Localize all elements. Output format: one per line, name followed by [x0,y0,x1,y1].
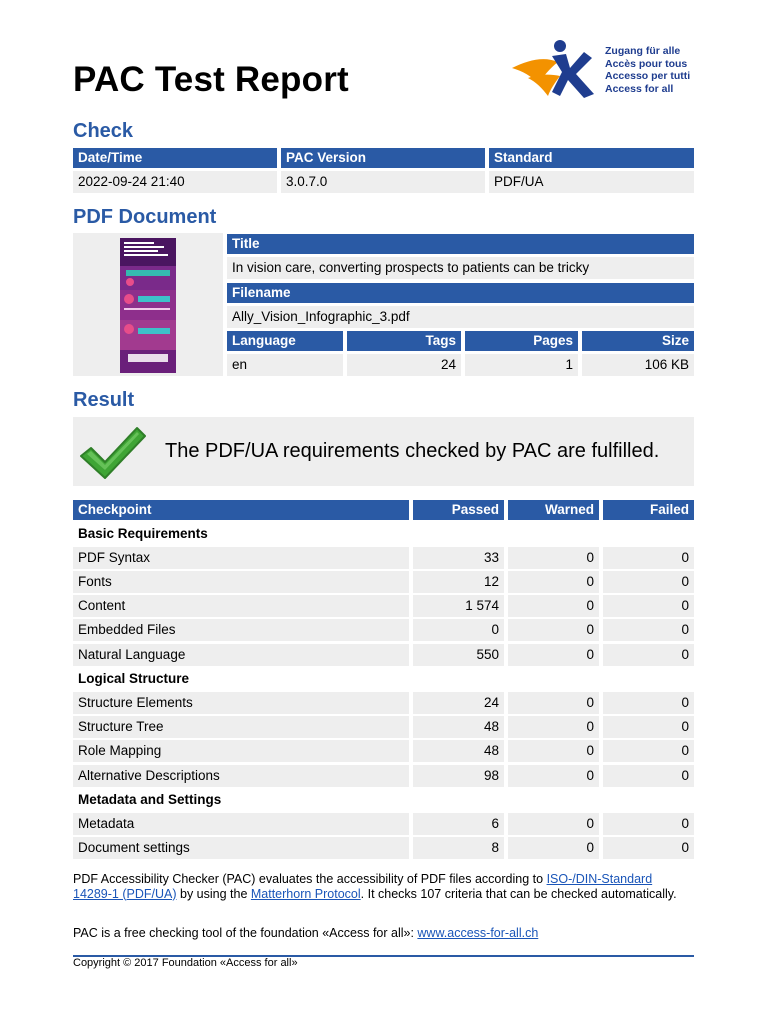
logo-line: Zugang für alle [605,45,681,57]
meta-value-tags: 24 [347,354,461,376]
footer-text: by using the [176,886,251,901]
checkpoint-passed: 33 [413,547,504,569]
document-title-value: In vision care, converting prospects to patients can be tricky [227,257,694,279]
check-header-standard: Standard [489,148,694,168]
checkpoint-warned: 0 [508,765,599,787]
footer-text: PDF Accessibility Checker (PAC) evaluates the accessibility of PDF files according to [73,872,547,886]
checkpoint-warned: 0 [508,837,599,859]
checkpoint-passed: 24 [413,692,504,714]
checkpoint-warned: 0 [508,716,599,738]
result-box [73,417,694,486]
meta-value-language: en [227,354,343,376]
document-filename-value: Ally_Vision_Infographic_3.pdf [227,306,694,328]
checkpoint-header-warned: Warned [508,500,599,520]
checkpoint-failed: 0 [603,765,694,787]
document-filename-label: Filename [227,283,694,303]
checkpoint-name: Embedded Files [73,619,409,641]
checkpoint-name: Structure Tree [73,716,409,738]
meta-value-size: 106 KB [582,354,694,376]
document-title-label: Title [227,234,694,254]
checkpoint-failed: 0 [603,644,694,666]
checkpoint-warned: 0 [508,619,599,641]
checkpoint-group-basic-requirements: Basic Requirements [78,526,208,541]
checkpoint-warned: 0 [508,547,599,569]
checkpoint-passed: 0 [413,619,504,641]
footer-text: PAC is a free checking tool of the foundation «Access for all»: [73,926,418,940]
checkpoint-failed: 0 [603,547,694,569]
check-heading: Check [73,120,134,142]
copyright: Copyright © 2017 Foundation «Access for all» [73,957,298,969]
meta-value-pages: 1 [465,354,578,376]
checkpoint-passed: 6 [413,813,504,835]
checkpoint-passed: 98 [413,765,504,787]
checkpoint-name: Structure Elements [73,692,409,714]
checkpoint-header-name: Checkpoint [73,500,409,520]
logo-line: Access for all [605,82,674,95]
check-value-pac-version: 3.0.7.0 [281,171,485,193]
checkpoint-warned: 0 [508,813,599,835]
checkpoint-failed: 0 [603,740,694,762]
result-heading: Result [73,389,135,411]
checkpoint-passed: 48 [413,716,504,738]
checkpoint-group-logical-structure: Logical Structure [78,671,190,686]
checkpoint-passed: 8 [413,837,504,859]
footer-description [73,872,694,901]
checkpoint-name: Metadata [73,813,409,835]
checkpoint-name: Document settings [73,837,409,859]
check-header-pac-version: PAC Version [281,148,485,168]
footer-text: . It checks 107 criteria that can be checked automatically. [360,886,677,901]
meta-header-pages: Pages [465,331,578,351]
checkpoint-failed: 0 [603,619,694,641]
checkpoint-failed: 0 [603,571,694,593]
checkpoint-warned: 0 [508,644,599,666]
meta-header-language: Language [227,331,343,351]
checkpoint-warned: 0 [508,595,599,617]
meta-header-tags: Tags [347,331,461,351]
checkpoint-warned: 0 [508,571,599,593]
checkpoint-failed: 0 [603,595,694,617]
access-for-all-logo [510,38,700,100]
checkpoint-failed: 0 [603,692,694,714]
checkpoint-name: Alternative Descriptions [73,765,409,787]
checkpoint-group-metadata-and-settings: Metadata and Settings [78,792,222,807]
pdf-document-heading: PDF Document [73,206,217,228]
matterhorn-protocol-link[interactable]: Matterhorn Protocol [250,886,361,901]
logo-line: Accesso per tutti [605,70,691,82]
checkpoint-warned: 0 [508,740,599,762]
checkpoint-failed: 0 [603,716,694,738]
checkpoint-passed: 12 [413,571,504,593]
checkpoint-name: Fonts [73,571,409,593]
checkpoint-header-failed: Failed [603,500,694,520]
iso-standard-link[interactable]: ISO-/DIN-Standard 14289-1 (PDF/UA) [73,872,653,901]
checkpoint-name: PDF Syntax [73,547,409,569]
checkpoint-name: Natural Language [73,644,409,666]
checkpoint-passed: 1 574 [413,595,504,617]
check-value-standard: PDF/UA [489,171,694,193]
result-message: The PDF/UA requirements checked by PAC are fulfilled. [165,440,660,462]
page-title: PAC Test Report [73,60,349,99]
checkpoint-failed: 0 [603,813,694,835]
document-thumbnail [73,233,223,376]
access-for-all-link[interactable]: www.access-for-all.ch [417,926,539,940]
checkpoint-passed: 48 [413,740,504,762]
checkpoint-name: Role Mapping [73,740,409,762]
checkpoint-failed: 0 [603,837,694,859]
logo-line: Accès pour tous [605,57,688,70]
checkpoint-warned: 0 [508,692,599,714]
meta-header-size: Size [582,331,694,351]
checkpoint-header-passed: Passed [413,500,504,520]
checkmark-icon [77,422,147,482]
checkpoint-name: Content [73,595,409,617]
check-header-datetime: Date/Time [73,148,277,168]
infographic-preview-image [120,238,176,373]
checkpoint-passed: 550 [413,644,504,666]
check-value-datetime: 2022-09-24 21:40 [73,171,277,193]
access-for-all-logo-icon [510,38,605,100]
footer-foundation-note [73,926,694,941]
